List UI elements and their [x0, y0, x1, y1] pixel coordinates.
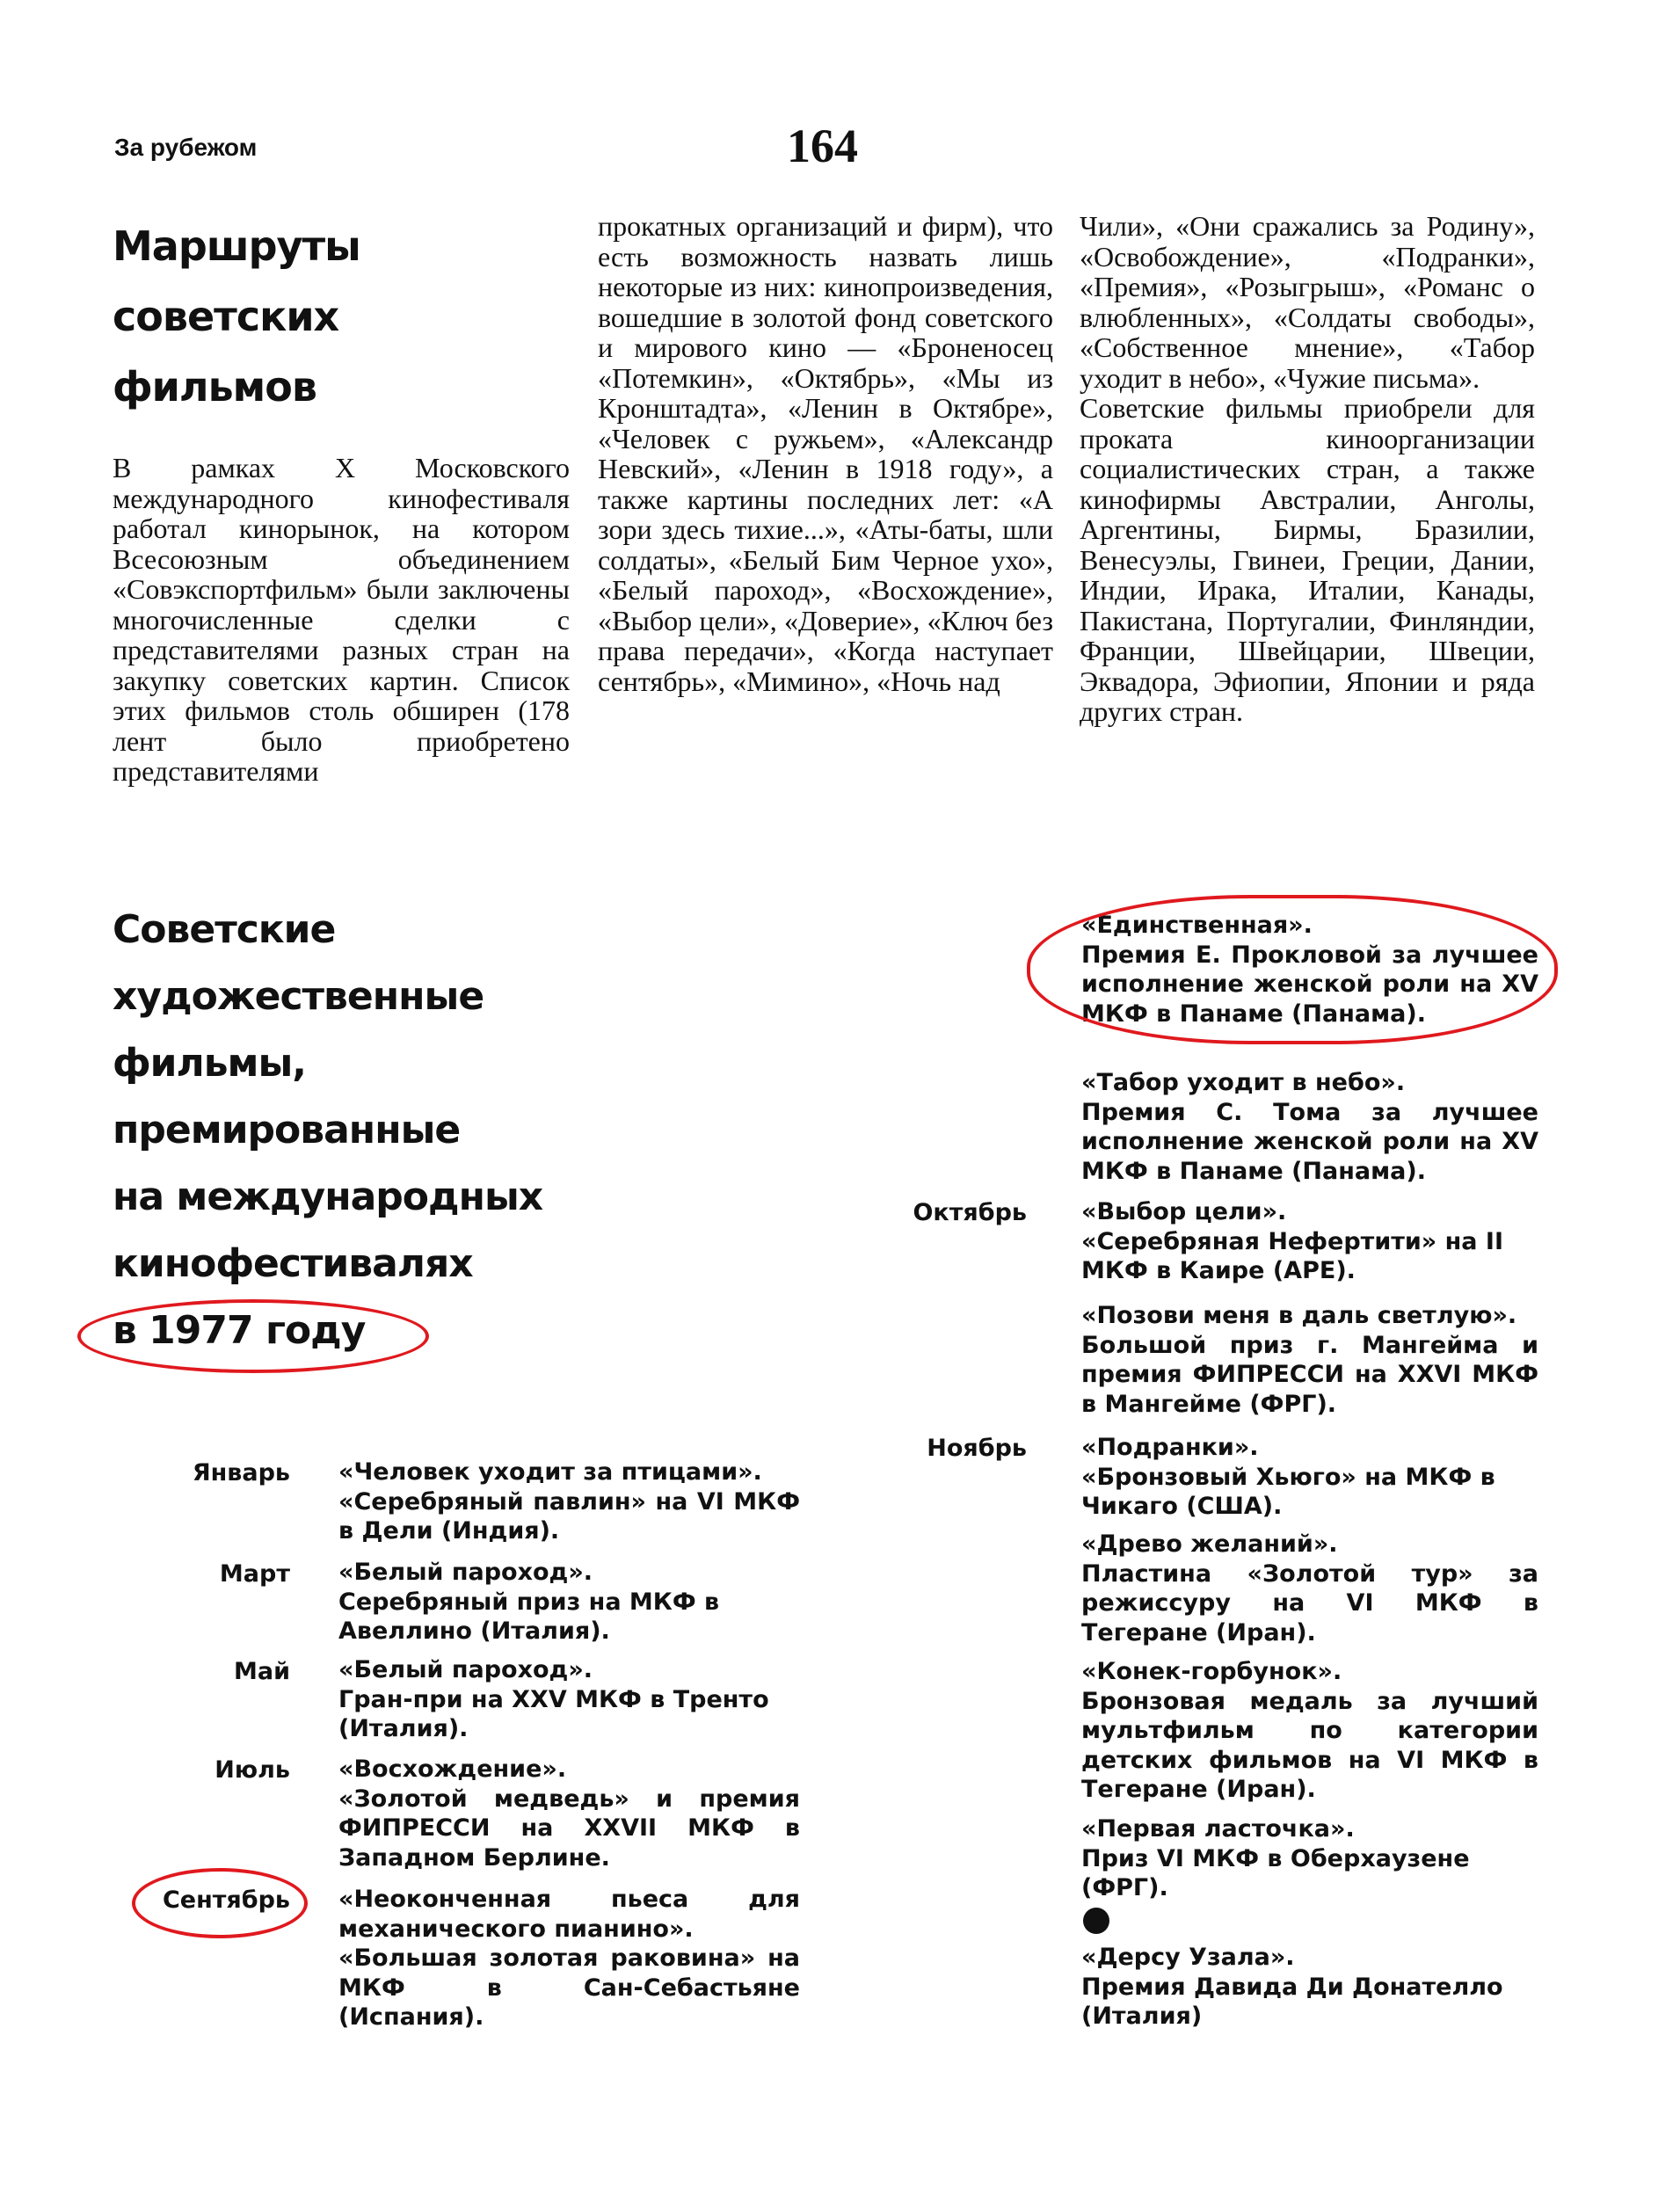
- award-text: Большой приз г. Мангейма и премия ФИПРЕССИ на XXVI МКФ в Мангейме (ФРГ).: [1081, 1331, 1538, 1418]
- awards-section-title: [113, 897, 640, 1364]
- month-label: Сентябрь: [162, 1886, 290, 1914]
- film-title: «Первая ласточка».: [1081, 1815, 1355, 1843]
- award-text: «Бронзовый Хьюго» на МКФ в Чикаго (США).: [1081, 1463, 1495, 1520]
- section-title-line: художественные: [113, 974, 484, 1019]
- month-label: Январь: [192, 1459, 290, 1487]
- award-text: «Серебряная Нефертити» на II МКФ в Каире (АРЕ).: [1081, 1227, 1504, 1284]
- award-text: «Золотой медведь» и премия ФИПРЕССИ на XXVII МКФ в Западном Берлине.: [338, 1785, 800, 1872]
- award-text: Премия Давида Ди Донателло (Италия): [1081, 1973, 1503, 2030]
- month-label: Октябрь: [913, 1199, 1027, 1226]
- section-title-line: на международных: [113, 1174, 543, 1219]
- film-title: «Дерсу Узала».: [1081, 1944, 1295, 1971]
- award-text: «Большая золотая раковина» на МКФ в Сан-Себастьяне (Испания).: [338, 1944, 800, 2031]
- film-title: «Подранки».: [1081, 1434, 1259, 1461]
- section-title-line: премированные: [113, 1108, 461, 1152]
- film-title: «Конек-горбунок».: [1081, 1658, 1342, 1685]
- bullet-dot: [1083, 1908, 1109, 1934]
- article-paragraph: Советские фильмы приобрели для проката киноорганизации социалистических стран, а также кинофирмы Австралии, Анголы, Аргентины, Бирмы, Бразилии, Венесуэлы, Гвинеи, Греции, Дании, Индии, Ирака, Италии, Канады, Пакистана, Португалии, Финляндии, Франции, Швейцарии, Швеции, Эквадора, Эфиопии, Японии и ряда других стран.: [1080, 392, 1535, 727]
- article-title-line: советских: [113, 293, 339, 340]
- film-title: «Единственная».: [1081, 912, 1313, 939]
- article-column-2: [598, 211, 1053, 696]
- month-label: Ноябрь: [927, 1435, 1027, 1462]
- film-title: «Древо желаний».: [1081, 1530, 1338, 1558]
- section-title-line: кинофестивалях: [113, 1241, 473, 1286]
- section-title-line: фильмы,: [113, 1041, 307, 1086]
- annotation-ellipse-edinstvennaya: [1027, 895, 1558, 1044]
- award-text: Серебряный приз на МКФ в Авеллино (Италия).: [338, 1588, 720, 1645]
- running-header-section: За рубежом: [114, 134, 258, 161]
- film-title: «Белый пароход».: [338, 1656, 593, 1683]
- award-text: Премия С. Тома за лучшее исполнение женской роли на XV МКФ в Панаме (Панама).: [1081, 1098, 1538, 1185]
- award-entry: [1081, 1530, 1538, 1647]
- award-entry: [1081, 1814, 1538, 1903]
- film-title: «Восхождение».: [338, 1755, 567, 1783]
- article-paragraph: прокатных организаций и фирм), что есть возможность назвать лишь некоторые из них: кинопроизведения, вошедшие в золотой фонд советского и мирового кино — «Броненосец «Потемкин», «Октябрь», «Мы из Кронштадта», «Ленин в Октябре», «Человек с ружьем», «Александр Невский», «Ленин в 1918 году», а также картины последних лет: «А зори здесь тихие...», «Аты-баты, шли солдаты», «Белый Бим Черное ухо», «Белый пароход», «Восхождение», «Выбор цели», «Доверие», «Ключ без права передачи», «Когда наступает сентябрь», «Мимино», «Ночь над: [598, 210, 1053, 697]
- award-text: Гран-при на XXV МКФ в Тренто (Италия).: [338, 1685, 769, 1742]
- article-title-line: фильмов: [113, 363, 316, 411]
- film-title: «Человек уходит за птицами».: [338, 1458, 762, 1486]
- award-text: «Серебряный павлин» на VI МКФ в Дели (Индия).: [338, 1487, 800, 1545]
- article-paragraph: Чили», «Они сражались за Родину», «Освобождение», «Подранки», «Премия», «Розыгрыш», «Романс о влюбленных», «Солдаты свободы», «Собственное мнение», «Табор уходит в небо», «Чужие письма».: [1080, 210, 1535, 394]
- award-entry: [338, 1755, 800, 1872]
- award-entry: [338, 1885, 800, 2032]
- award-text: Пластина «Золотой тур» за режиссуру на VI МКФ в Тегеране (Иран).: [1081, 1559, 1538, 1646]
- annotation-ellipse-year: [77, 1299, 429, 1373]
- page-number: 164: [787, 120, 858, 172]
- award-entry: [1081, 1197, 1538, 1286]
- month-label: Июль: [215, 1756, 290, 1784]
- award-text: Бронзовая медаль за лучший мультфильм по категории детских фильмов на VI МКФ в Тегеране (Иран).: [1081, 1687, 1538, 1803]
- award-text: Премия Е. Прокловой за лучшее исполнение женской роли на XV МКФ в Панаме (Панама).: [1081, 941, 1538, 1028]
- article-paragraph: В рамках X Московского международного кинофестиваля работал кинорынок, на котором Всесоюзным объединением «Совэкспортфильм» были заключены многочисленные сделки с представителями разных стран на закупку советских картин. Список этих фильмов столь обширен (178 лент было приобретено представителями: [113, 452, 570, 787]
- article-column-3: [1080, 211, 1535, 727]
- film-title: «Табор уходит в небо».: [1081, 1069, 1406, 1096]
- article-title-line: Маршруты: [113, 222, 360, 270]
- award-entry: [338, 1457, 800, 1546]
- film-title: «Белый пароход».: [338, 1559, 593, 1586]
- award-entry: [338, 1655, 800, 1744]
- article-column-1: [113, 453, 570, 787]
- film-title: «Выбор цели».: [1081, 1198, 1287, 1225]
- award-entry: [1081, 1657, 1538, 1805]
- annotation-ellipse-september: [132, 1868, 308, 1938]
- section-title-line: в 1977 году: [113, 1308, 366, 1353]
- film-title: «Неоконченная пьеса для механического пианино».: [338, 1886, 800, 1943]
- award-text: Приз VI МКФ в Оберхаузене (ФРГ).: [1081, 1844, 1470, 1901]
- section-title-line: Советские: [113, 907, 336, 952]
- award-entry: [1081, 1433, 1538, 1522]
- article-title: [113, 211, 394, 422]
- award-entry: [338, 1558, 743, 1646]
- award-entry: [1081, 1068, 1538, 1186]
- award-entry: [1081, 1943, 1538, 2032]
- film-title: «Позови меня в даль светлую».: [1081, 1302, 1517, 1329]
- month-label: Май: [233, 1658, 290, 1685]
- award-entry: [1081, 1301, 1538, 1419]
- month-label: Март: [219, 1560, 290, 1588]
